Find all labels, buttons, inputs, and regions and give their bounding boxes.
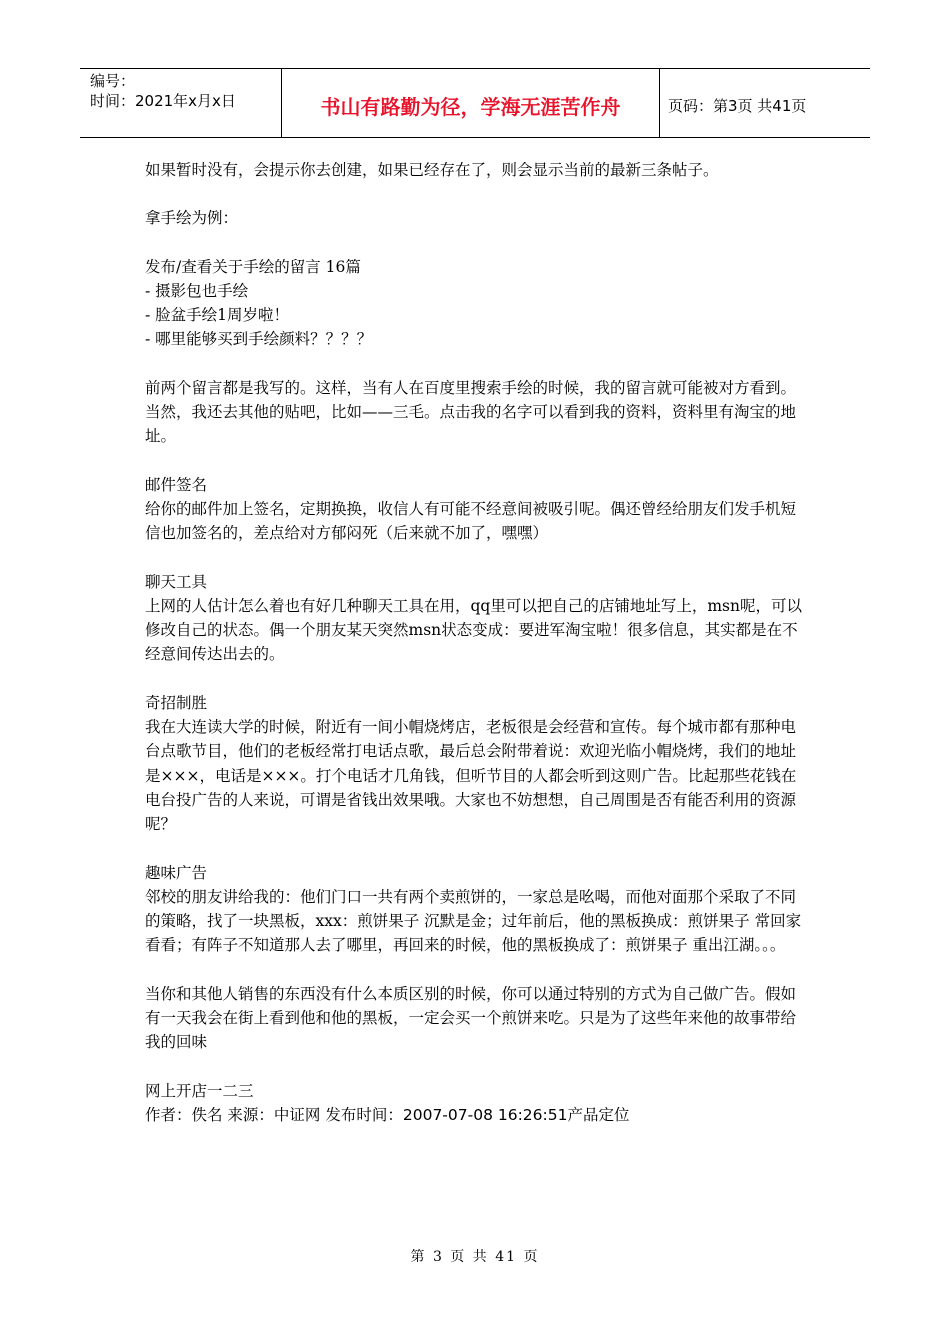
header-page-info: 页码：第3页 共41页 [668, 96, 807, 115]
section-title: 聊天工具 [145, 572, 208, 591]
header-motto: 书山有路勤为径，学海无涯苦作舟 [282, 69, 660, 137]
paragraph: 当你和其他人销售的东西没有什么本质区别的时候，你可以通过特别的方式为自己做广告。假如有一天我会在街上看到他和他的黑板，一定会买一个煎饼来吃。只是为了这些年来他的故事带给我的回味 [145, 984, 797, 1052]
time-label: 时间：2021年x月x日 [90, 92, 236, 110]
paragraph: 拿手绘为例： [145, 209, 239, 228]
list-item: - 摄影包也手绘 [145, 281, 249, 300]
list-title: 发布/查看关于手绘的留言 16篇 [145, 257, 361, 276]
paragraph: 如果暂时没有，会提示你去创建，如果已经存在了，则会显示当前的最新三条帖子。 [145, 161, 719, 179]
list-item: - 哪里能够买到手绘颜料？？？？ [145, 330, 373, 349]
list-item: - 脸盆手绘1周岁啦！ [145, 306, 290, 325]
section-title: 奇招制胜 [145, 693, 208, 712]
article-title: 网上开店一二三 [145, 1081, 254, 1100]
section-title: 邮件签名 [145, 475, 208, 494]
paragraph: 当然，我还去其他的贴吧，比如——三毛。点击我的名字可以看到我的资料，资料里有淘宝的地址。 [145, 403, 797, 446]
header-meta [80, 69, 282, 137]
paragraph: 邻校的朋友讲给我的：他们门口一共有两个卖煎饼的，一家总是吆喝，而他对面那个采取了不同的策略，找了一块黑板，xxx：煎饼果子 沉默是金；过年前后，他的黑板换成：煎饼果子 常回家看看；有阵子不知道那人去了哪里，再回来的时候，他的黑板换成了：煎饼果子 重出江湖。。。 [145, 887, 802, 955]
paragraph: 前两个留言都是我写的。这样，当有人在百度里搜索手绘的时候，我的留言就可能被对方看到。 [145, 378, 797, 397]
document-body [145, 158, 810, 1127]
author-line: 作者：佚名 来源：中证网 发布时间： [145, 1105, 403, 1124]
paragraph: 上网的人估计怎么着也有好几种聊天工具在用，qq里可以把自己的店铺地址写上，msn呢，可以修改自己的状态。偶一个朋友某天突然msn状态变成：要进军淘宝啦！很多信息，其实都是在不经意间传达出去的。 [145, 596, 802, 664]
publish-date: 2007-07-08 16:26:51 [402, 1105, 568, 1124]
number-label: 编号： [90, 72, 136, 90]
section-title: 趣味广告 [145, 863, 208, 882]
page-header [80, 68, 870, 138]
page-footer: 第 3 页 共 41 页 [410, 1249, 540, 1265]
paragraph: 给你的邮件加上签名，定期换换，收信人有可能不经意间被吸引呢。偶还曾经给朋友们发手机短信也加签名的，差点给对方郁闷死（后来就不加了，嘿嘿） [145, 499, 797, 543]
article-tail: 产品定位 [567, 1105, 630, 1124]
paragraph: 我在大连读大学的时候，附近有一间小帽烧烤店，老板很是会经营和宣传。每个城市都有那种电台点歌节目，他们的老板经常打电话点歌，最后总会附带着说：欢迎光临小帽烧烤，我们的地址是×××，电话是×××。打个电话才几角钱，但听节目的人都会听到这则广告。比起那些花钱在电台投广告的人来说，可谓是省钱出效果哦。大家也不妨想想，自己周围是否有能否利用的资源呢？ [145, 718, 797, 834]
article-meta [145, 1103, 810, 1127]
